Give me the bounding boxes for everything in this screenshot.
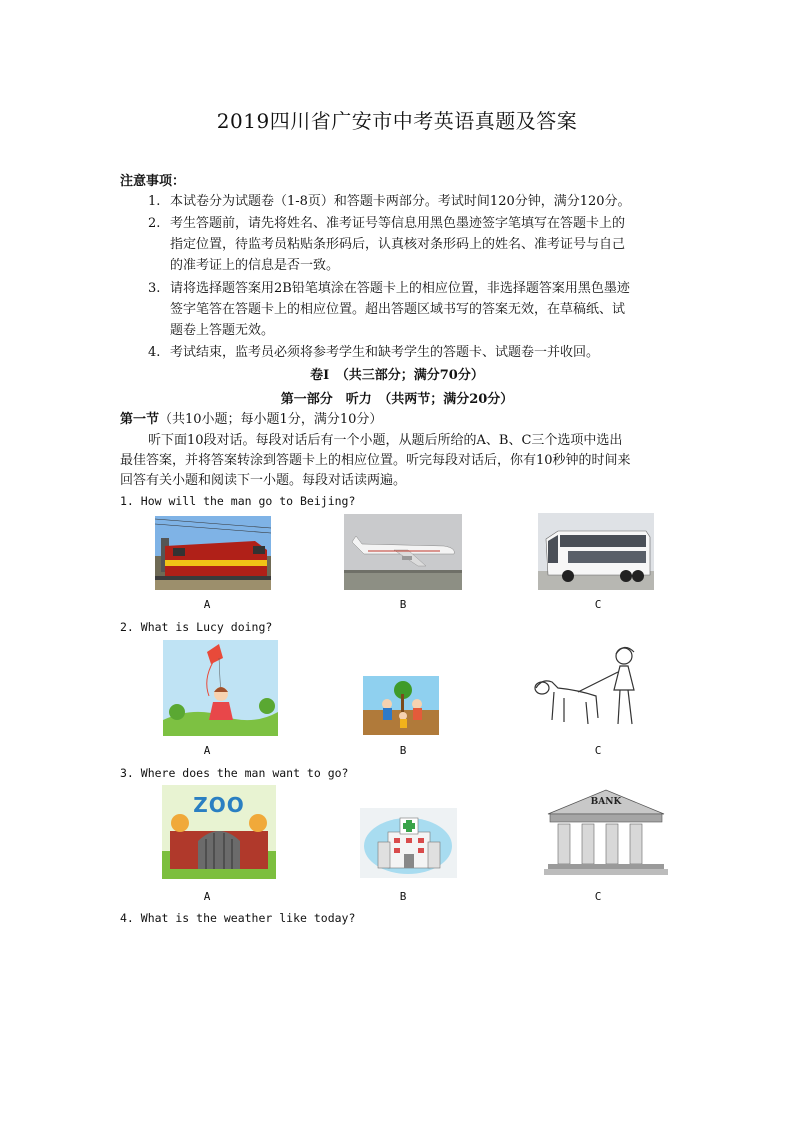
question-1-text: 1. How will the man go to Beijing?	[120, 494, 356, 508]
notice-item-1-line-1: 本试卷分为试题卷（1-8页）和答题卡两部分。考试时间120分钟，满分120分。	[170, 194, 631, 209]
question-4-text: 4. What is the weather like today?	[120, 911, 356, 925]
notice-item-1-num: 1.	[148, 194, 161, 209]
q2-option-a: A	[203, 744, 211, 757]
q3-option-c: C	[594, 890, 602, 903]
hospital-icon	[360, 808, 457, 878]
notice-item-2-line-2: 指定位置，待监考员粘贴条形码后，认真核对条形码上的姓名、准考证号与自己	[170, 237, 626, 252]
notice-item-3-line-3: 题卷上答题无效。	[170, 323, 275, 338]
train-icon	[155, 516, 271, 590]
notice-heading: 注意事项：	[120, 174, 186, 189]
walking-dog-icon	[528, 640, 648, 732]
notice-item-3-num: 3.	[148, 281, 161, 296]
planting-tree-icon	[363, 676, 439, 735]
airplane-icon	[344, 514, 462, 590]
question-3-text: 3. Where does the man want to go?	[120, 766, 349, 780]
page-title: 2019四川省广安市中考英语真题及答案	[216, 109, 578, 133]
q1-option-a: A	[203, 598, 211, 611]
zoo-sign-text: ZOO	[193, 793, 245, 817]
notice-item-4-line-1: 考试结束，监考员必须将参考学生和缺考学生的答题卡、试题卷一并收回。	[170, 345, 600, 360]
zoo-icon	[162, 785, 276, 879]
instructions-line-2: 最佳答案，并将答案转涂到答题卡上的相应位置。听完每段对话后，你有10秒钟的时间来	[120, 453, 631, 468]
notice-item-3-line-2: 签字笔答在答题卡上的相应位置。超出答题区域书写的答案无效，在草稿纸、试	[170, 302, 626, 317]
notice-item-3-line-1: 请将选择题答案用2B铅笔填涂在答题卡上的相应位置，非选择题答案用黑色墨迹	[170, 281, 630, 296]
q3-option-b: B	[399, 890, 407, 903]
q1-option-c: C	[594, 598, 602, 611]
q3-option-a: A	[203, 890, 211, 903]
instructions-line-3: 回答有关小题和阅读下一小题。每段对话读两遍。	[120, 473, 407, 488]
bank-icon	[544, 788, 668, 878]
q2-option-b: B	[399, 744, 407, 757]
notice-item-2-num: 2.	[148, 216, 161, 231]
notice-item-2-line-3: 的准考证上的信息是否一致。	[170, 258, 340, 273]
bank-sign-text: BANK	[590, 797, 622, 807]
section1-heading	[120, 410, 382, 430]
kite-girl-icon	[163, 640, 278, 736]
instructions-line-1: 听下面10段对话。每段对话后有一个小题，从题后所给的A、B、C三个选项中选出	[148, 433, 623, 448]
section1-desc: （共10小题；每小题1分，满分10分）	[159, 412, 383, 427]
q1-option-b: B	[399, 598, 407, 611]
part1-heading: 第一部分 听力 （共两节；满分20分）	[280, 392, 514, 407]
question-2-text: 2. What is Lucy doing?	[120, 620, 273, 634]
notice-item-4-num: 4.	[148, 345, 161, 360]
volume-heading: 卷Ⅰ （共三部分；满分70分）	[310, 368, 484, 383]
q2-option-c: C	[594, 744, 602, 757]
bus-icon	[538, 513, 654, 590]
section1-label: 第一节	[120, 412, 160, 427]
notice-item-2-line-1: 考生答题前，请先将姓名、准考证号等信息用黑色墨迹签字笔填写在答题卡上的	[170, 216, 626, 231]
